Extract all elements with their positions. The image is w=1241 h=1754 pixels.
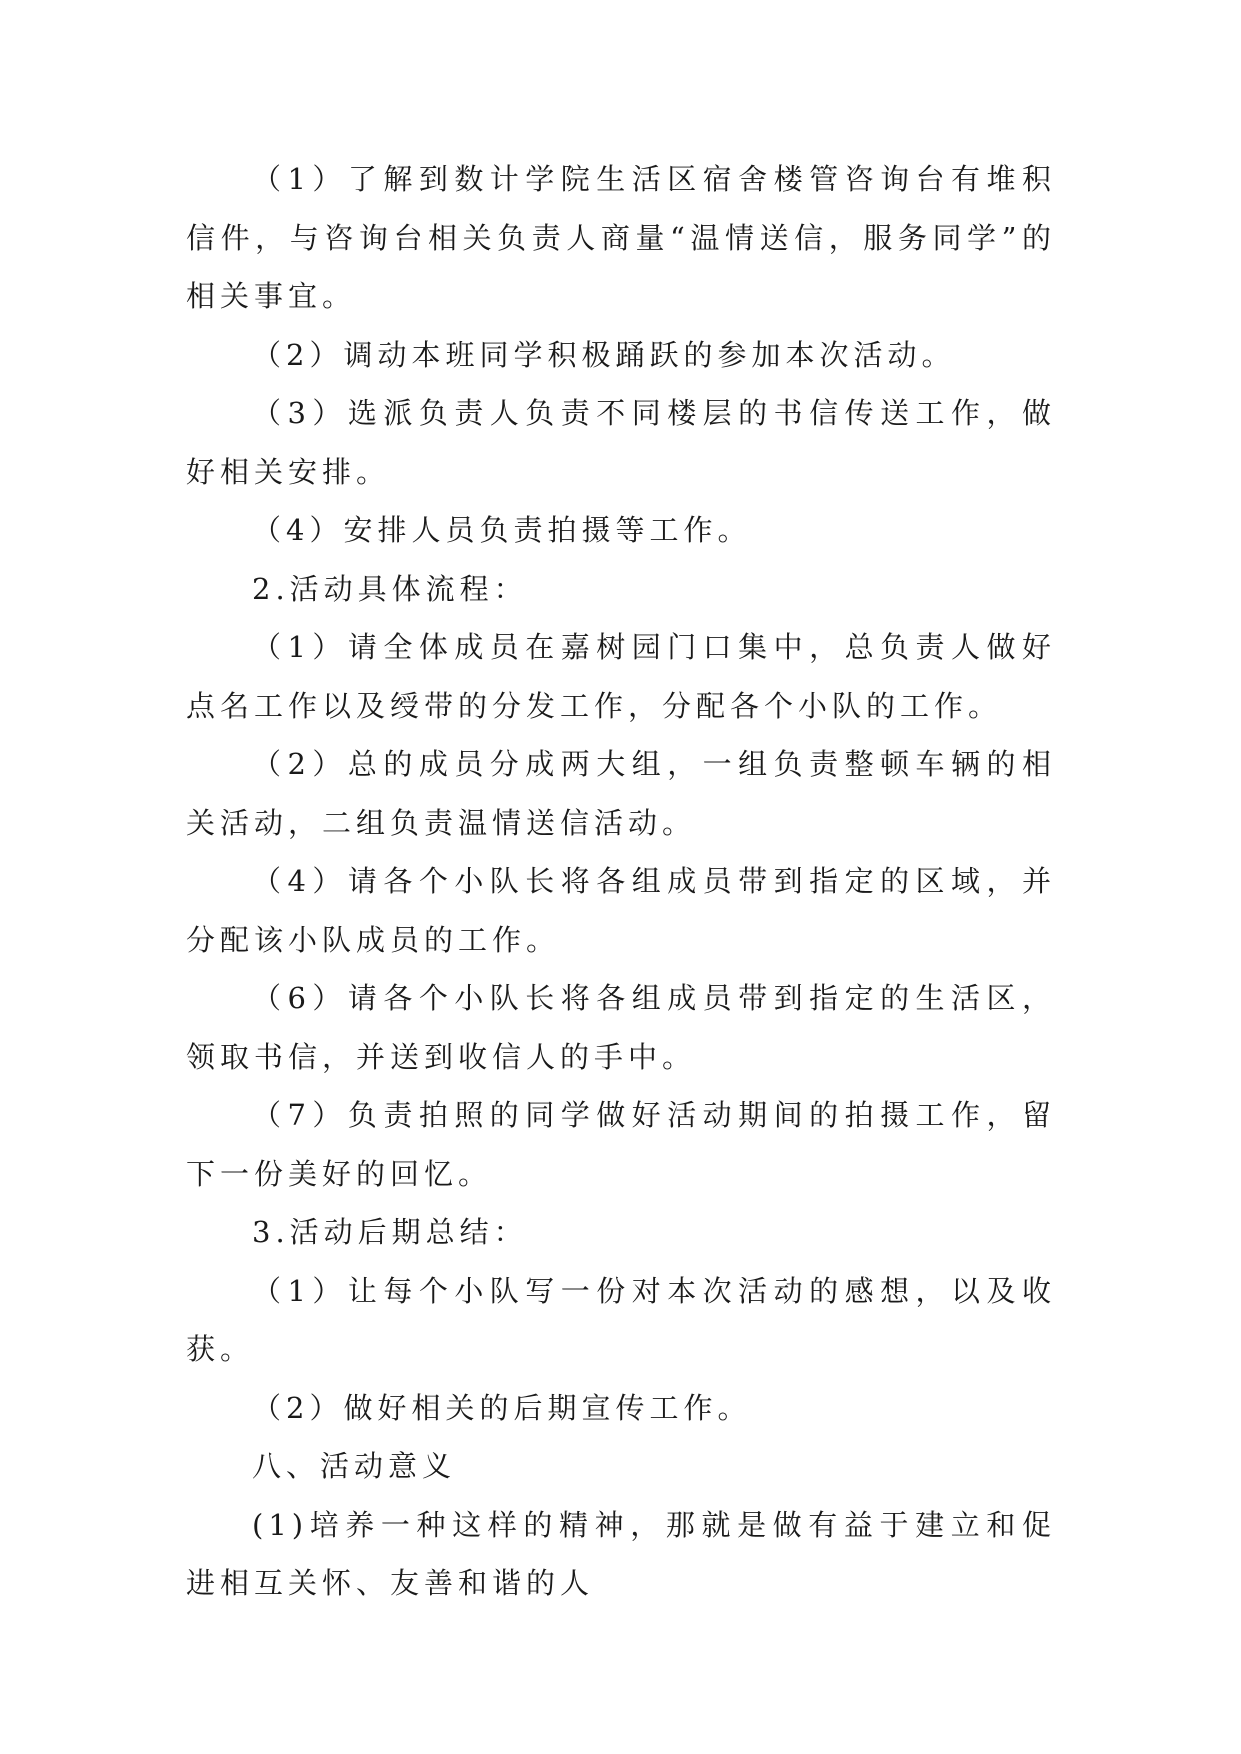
paragraph-summary-1: （1）让每个小队写一份对本次活动的感想，以及收获。: [186, 1273, 1056, 1366]
paragraph-significance-1: (1)培养一种这样的精神，那就是做有益于建立和促进相互关怀、友善和谐的人: [186, 1507, 1056, 1600]
paragraph-prep-2: （2）调动本班同学积极踊跃的参加本次活动。: [252, 337, 956, 372]
paragraph-process-6: （6）请各个小队长将各组成员带到指定的生活区，领取书信，并送到收信人的手中。: [186, 981, 1056, 1074]
section-heading-summary: 3.活动后期总结：: [252, 1215, 528, 1249]
paragraph-process-4: （4）请各个小队长将各组成员带到指定的区域，并分配该小队成员的工作。: [186, 864, 1056, 957]
paragraph-process-2: （2）总的成员分成两大组，一组负责整顿车辆的相关活动，二组负责温情送信活动。: [186, 747, 1056, 840]
paragraph-prep-3: （3）选派负责人负责不同楼层的书信传送工作，做好相关安排。: [186, 396, 1056, 489]
paragraph-prep-1: （1）了解到数计学院生活区宿舍楼管咨询台有堆积信件，与咨询台相关负责人商量“温情送信，服务同学”的相关事宜。: [186, 162, 1056, 313]
document-body: [186, 150, 1056, 1613]
section-heading-process: 2.活动具体流程：: [252, 571, 528, 606]
section-heading-significance: 八、活动意义: [252, 1449, 457, 1483]
paragraph-process-1: （1）请全体成员在嘉树园门口集中，总负责人做好点名工作以及绶带的分发工作，分配各个小队的工作。: [186, 630, 1056, 723]
paragraph-summary-2: （2）做好相关的后期宣传工作。: [252, 1390, 752, 1425]
paragraph-prep-4: （4）安排人员负责拍摄等工作。: [252, 513, 752, 547]
paragraph-process-7: （7）负责拍照的同学做好活动期间的拍摄工作，留下一份美好的回忆。: [186, 1098, 1056, 1191]
